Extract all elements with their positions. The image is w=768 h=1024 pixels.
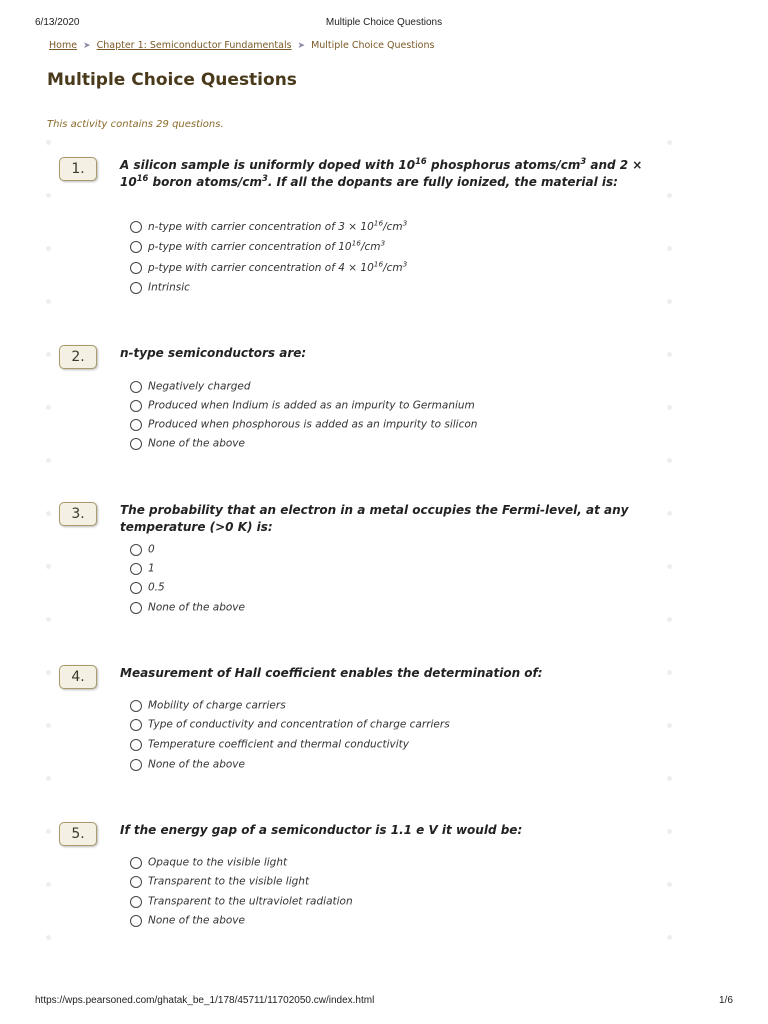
answer-option[interactable] xyxy=(130,558,155,574)
border-dot xyxy=(46,935,51,940)
border-dot xyxy=(46,723,51,728)
radio-button[interactable] xyxy=(130,739,142,751)
border-dot xyxy=(46,193,51,198)
border-dot xyxy=(46,617,51,622)
question-number-badge: 4. xyxy=(59,665,97,689)
answer-option-label: None of the above xyxy=(148,601,245,614)
border-dot xyxy=(46,670,51,675)
print-date: 6/13/2020 xyxy=(35,17,80,28)
radio-button[interactable] xyxy=(130,719,142,731)
border-dot xyxy=(667,564,672,569)
border-dot xyxy=(667,935,672,940)
border-dot xyxy=(46,776,51,781)
border-dot xyxy=(667,776,672,781)
answer-option-label: 0 xyxy=(148,543,155,556)
answer-option[interactable] xyxy=(130,539,155,555)
border-dot xyxy=(46,299,51,304)
answer-option-label: Negatively charged xyxy=(148,380,251,393)
question-text: Measurement of Hall coefficient enables the determination of: xyxy=(120,666,543,680)
print-page-number: 1/6 xyxy=(719,995,733,1006)
answer-option[interactable] xyxy=(130,395,475,411)
border-dot xyxy=(46,458,51,463)
answer-option-label: Temperature coefficient and thermal conductivity xyxy=(148,738,409,751)
answer-option-label: p-type with carrier concentration of $4 \times 10^{16}/cm^3$ xyxy=(148,259,408,274)
breadcrumb-chapter-link[interactable]: Chapter 1: Semiconductor Fundamentals xyxy=(96,40,292,51)
answer-option[interactable] xyxy=(130,257,407,273)
answer-option[interactable] xyxy=(130,277,190,293)
answer-option-label: Intrinsic xyxy=(148,281,190,294)
border-dot xyxy=(46,882,51,887)
radio-button[interactable] xyxy=(130,544,142,556)
radio-button[interactable] xyxy=(130,438,142,450)
radio-button[interactable] xyxy=(130,700,142,712)
answer-option-label: Mobility of charge carriers xyxy=(148,699,286,712)
question-text: If the energy gap of a semiconductor is 1.1 e V it would be: xyxy=(120,823,523,837)
border-dot xyxy=(46,246,51,251)
print-title: Multiple Choice Questions xyxy=(325,17,443,28)
question-text: A silicon sample is uniformly doped with $10^{16}$ phosphorus atoms/$cm^3$ and $2 \times 10^{16}$ boron atoms/$cm^3$. If all the dopants are fully ionized, the material is: xyxy=(120,156,643,189)
border-dot xyxy=(667,299,672,304)
radio-button[interactable] xyxy=(130,282,142,294)
question-number-badge: 1. xyxy=(59,157,97,181)
border-dot xyxy=(46,405,51,410)
radio-button[interactable] xyxy=(130,419,142,431)
answer-option[interactable] xyxy=(130,577,165,593)
answer-option-label: 1 xyxy=(148,562,155,575)
answer-option[interactable] xyxy=(130,714,450,730)
answer-option[interactable] xyxy=(130,734,409,750)
radio-button[interactable] xyxy=(130,896,142,908)
print-url: https://wps.pearsoned.com/ghatak_be_1/178/45711/11702050.cw/index.html xyxy=(35,995,375,1006)
breadcrumb-home-link[interactable]: Home xyxy=(49,40,78,51)
answer-option[interactable] xyxy=(130,910,245,926)
answer-option-label: None of the above xyxy=(148,914,245,927)
border-dot xyxy=(667,882,672,887)
answer-option[interactable] xyxy=(130,597,245,613)
answer-option[interactable] xyxy=(130,891,353,907)
answer-option-label: Type of conductivity and concentration of charge carriers xyxy=(148,718,450,731)
radio-button[interactable] xyxy=(130,262,142,274)
left-dotted-border xyxy=(46,140,52,970)
answer-option-label: Produced when phosphorous is added as an impurity to silicon xyxy=(148,418,478,431)
radio-button[interactable] xyxy=(130,857,142,869)
answer-option-label: n-type with carrier concentration of $3 \times 10^{16}/cm^3$ xyxy=(148,218,408,233)
border-dot xyxy=(46,140,51,145)
breadcrumb-current: Multiple Choice Questions xyxy=(311,40,435,51)
answer-option[interactable] xyxy=(130,871,309,887)
breadcrumb-arrow-icon: ➤ xyxy=(297,41,306,51)
border-dot xyxy=(46,511,51,516)
answer-option[interactable] xyxy=(130,376,251,392)
answer-option-label: Transparent to the ultraviolet radiation xyxy=(148,895,353,908)
page-title: Multiple Choice Questions xyxy=(47,70,297,90)
radio-button[interactable] xyxy=(130,381,142,393)
answer-option[interactable] xyxy=(130,695,286,711)
answer-option[interactable] xyxy=(130,433,245,449)
answer-option[interactable] xyxy=(130,852,287,868)
radio-button[interactable] xyxy=(130,876,142,888)
radio-button[interactable] xyxy=(130,221,142,233)
breadcrumb xyxy=(49,40,434,51)
answer-option[interactable] xyxy=(130,236,385,252)
answer-option-label: None of the above xyxy=(148,437,245,450)
question-text: The probability that an electron in a metal occupies the Fermi-level, at any temperature (>0 K) is: xyxy=(120,503,629,534)
answer-option-label: Opaque to the visible light xyxy=(148,856,288,869)
answer-option-label: 0.5 xyxy=(148,581,165,594)
border-dot xyxy=(46,564,51,569)
border-dot xyxy=(667,723,672,728)
border-dot xyxy=(46,829,51,834)
radio-button[interactable] xyxy=(130,563,142,575)
radio-button[interactable] xyxy=(130,400,142,412)
question-number-badge: 3. xyxy=(59,502,97,526)
breadcrumb-arrow-icon: ➤ xyxy=(83,41,91,51)
answer-option[interactable] xyxy=(130,754,245,770)
answer-option-label: p-type with carrier concentration of $10^{16}/cm^3$ xyxy=(148,238,386,253)
question-number-badge: 2. xyxy=(59,345,97,369)
border-dot xyxy=(667,246,672,251)
answer-option-label: None of the above xyxy=(148,758,245,771)
question-number-badge: 5. xyxy=(59,822,97,846)
question-text: n-type semiconductors are: xyxy=(120,346,307,360)
border-dot xyxy=(667,617,672,622)
answer-option-label: Transparent to the visible light xyxy=(148,875,310,888)
radio-button[interactable] xyxy=(130,582,142,594)
border-dot xyxy=(667,193,672,198)
border-dot xyxy=(667,405,672,410)
radio-button[interactable] xyxy=(130,241,142,253)
answer-option-label: Produced when Indium is added as an impurity to Germanium xyxy=(148,399,475,412)
activity-intro: This activity contains 29 questions. xyxy=(47,119,224,130)
radio-button[interactable] xyxy=(130,915,142,927)
answer-option[interactable] xyxy=(130,414,477,430)
radio-button[interactable] xyxy=(130,602,142,614)
answer-option[interactable] xyxy=(130,216,407,232)
radio-button[interactable] xyxy=(130,759,142,771)
right-dotted-border xyxy=(667,140,673,970)
border-dot xyxy=(667,140,672,145)
border-dot xyxy=(667,458,672,463)
border-dot xyxy=(46,352,51,357)
